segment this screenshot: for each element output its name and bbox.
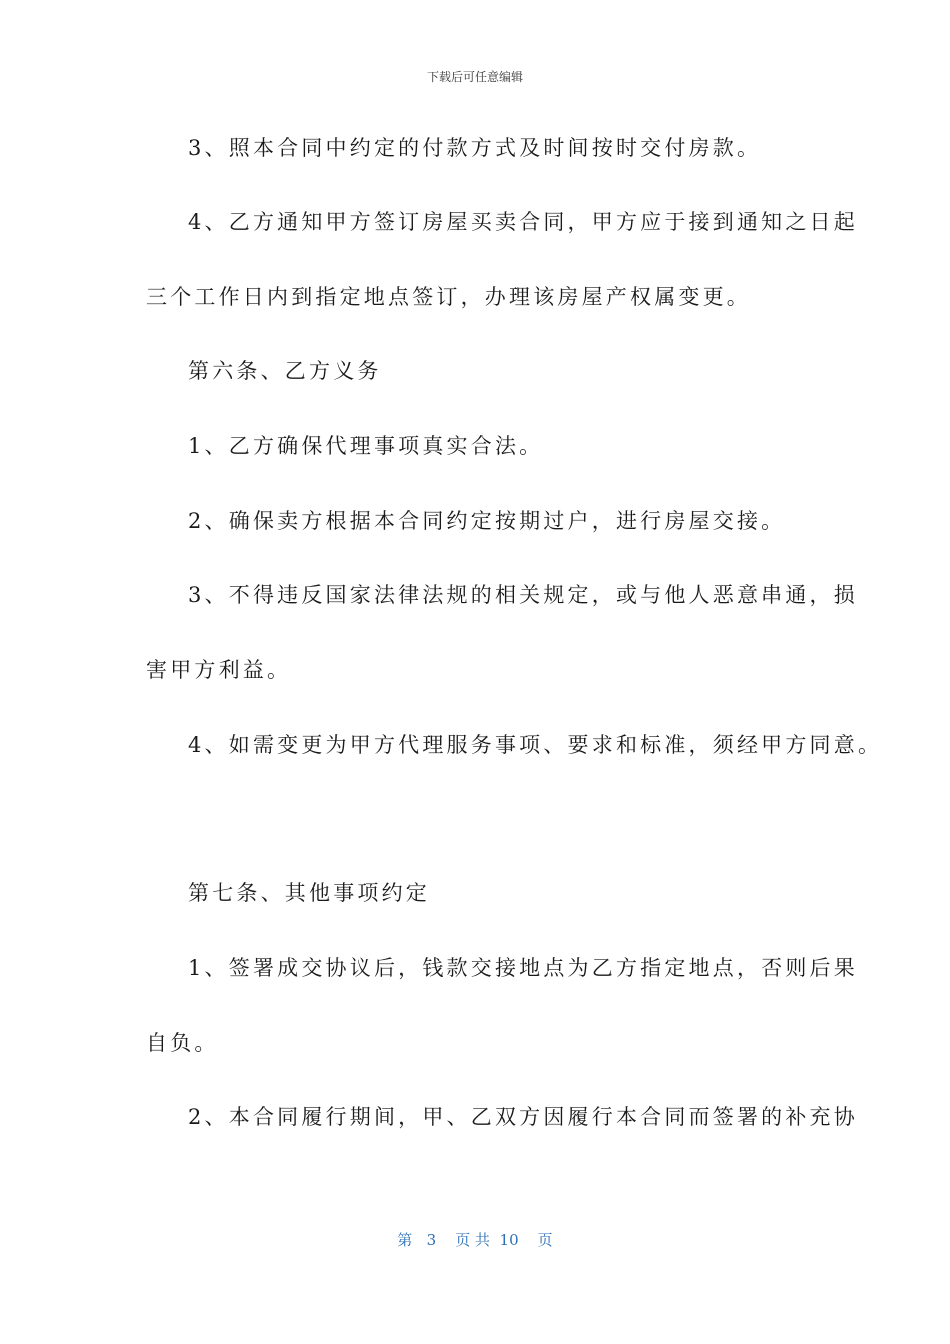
page-header-note: 下载后可任意编辑 bbox=[426, 70, 523, 84]
paragraph-line: 2、确保卖方根据本合同约定按期过户，进行房屋交接。 bbox=[188, 509, 786, 533]
paragraph-line: 自负。 bbox=[146, 1031, 219, 1055]
paragraph-line: 2、本合同履行期间，甲、乙双方因履行本合同而签署的补充协 bbox=[188, 1105, 858, 1129]
paragraph-line: 3、不得违反国家法律法规的相关规定，或与他人恶意串通，损 bbox=[188, 583, 858, 607]
paragraph-line: 4、乙方通知甲方签订房屋买卖合同，甲方应于接到通知之日起 bbox=[188, 210, 858, 234]
page-number-footer: 第 3 页 共 10 页 bbox=[397, 1231, 553, 1249]
paragraph-line: 三个工作日内到指定地点签订，办理该房屋产权属变更。 bbox=[146, 285, 751, 309]
section-heading: 第六条、乙方义务 bbox=[188, 359, 382, 383]
paragraph-line: 4、如需变更为甲方代理服务事项、要求和标准，须经甲方同意。 bbox=[188, 733, 883, 757]
paragraph-line: 害甲方利益。 bbox=[146, 658, 292, 682]
paragraph-line: 3、照本合同中约定的付款方式及时间按时交付房款。 bbox=[188, 136, 762, 160]
paragraph-line: 1、签署成交协议后，钱款交接地点为乙方指定地点，否则后果 bbox=[188, 956, 858, 980]
section-heading: 第七条、其他事项约定 bbox=[188, 881, 430, 905]
paragraph-line: 1、乙方确保代理事项真实合法。 bbox=[188, 434, 544, 458]
